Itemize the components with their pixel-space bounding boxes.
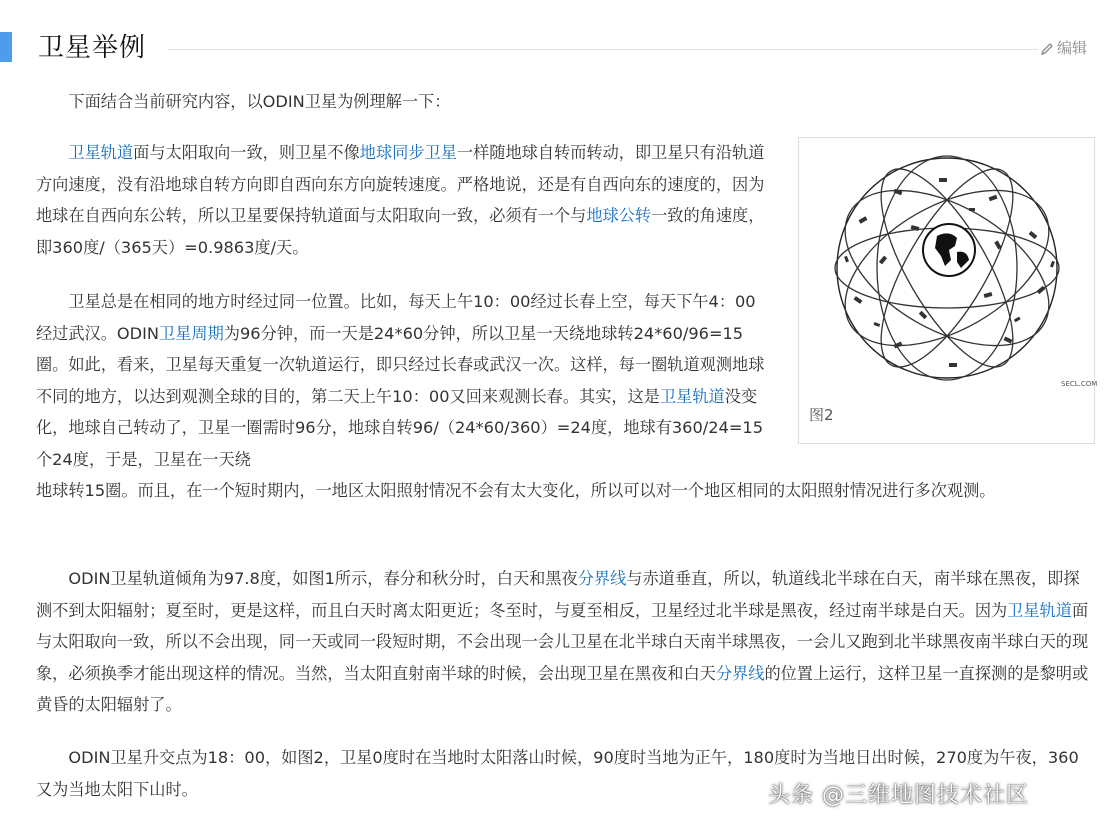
link-geosync-satellite[interactable]: 地球同步卫星 [359, 143, 457, 162]
link-satellite-period[interactable]: 卫星周期 [159, 323, 224, 343]
pencil-icon [1040, 42, 1054, 56]
link-satellite-orbit[interactable]: 卫星轨道 [68, 143, 134, 162]
satellite-constellation-illustration [799, 138, 1094, 398]
text-segment: 与赤道垂直，所以，轨道线北半球在白天，南半球在黑夜，即探测不到太阳辐射；夏至时，更是这样，而且白天时离太阳更近；冬至时，与夏至相反，卫星经过北半球是黑夜，经过南半球是白天。因为 [36, 569, 1080, 620]
text-segment: ODIN卫星升交点为18：00，如图2，卫星0度时在当地时太阳落山时候，90度时当地为正午，180度时为当地日出时候，270度为午夜，360又为当地太阳下山时。 [36, 748, 1079, 799]
text-segment: 面与太阳取向一致，则卫星不像 [133, 143, 360, 162]
text-segment: 卫星总是在相同的地方时经过同一位置。比如，每天上午10：00经过长春上空，每天下午4：00经过武汉。ODIN [36, 292, 756, 343]
edit-button[interactable] [1040, 36, 1087, 60]
section-header [0, 28, 1108, 68]
link-satellite-orbit[interactable]: 卫星轨道 [1007, 600, 1072, 620]
text-segment: 一样随地球自转而转动，即卫星只有沿轨道方向速度，没有沿地球自转方向即自西向东方向旋转速度。严格地说，还是有自西向东的速度的，因为地球在自西向东公转，所以卫星要保持轨道面与太阳取向一致，必须有一个与 [36, 143, 765, 225]
section-accent-bar [0, 32, 12, 62]
intro-text: 下面结合当前研究内容，以ODIN卫星为例理解一下： [68, 92, 451, 111]
text-segment: 的位置上运行，这样卫星一直探测的是黎明或黄昏的太阳辐射了。 [36, 663, 1089, 714]
link-terminator[interactable]: 分界线 [715, 663, 765, 683]
header-divider [168, 49, 1038, 50]
text-segment: 没变化，地球自己转动了，卫星一圈需时96分，地球自转96/（24*60/360）=24度，地球有360/24=15个24度，于是，卫星在一天绕 [36, 386, 763, 469]
text-segment: 地球转15圈。而且，在一个短时期内，一地区太阳照射情况不会有太大变化，所以可以对一个地区相同的太阳照射情况进行多次观测。 [36, 481, 996, 500]
link-terminator[interactable]: 分界线 [577, 569, 627, 588]
text-segment: 面与太阳取向一致，所以不会出现，同一天或同一段短时期，不会出现一会儿卫星在北半球白天南半球黑夜，一会儿又跑到北半球黑夜南半球白天的现象，必须换季才能出现这样的情况。当然，当太阳直射南半球的时候，会出现卫星在黑夜和白天 [36, 600, 1089, 683]
edit-label: 编辑 [1057, 39, 1088, 57]
paragraph-intro [36, 86, 766, 118]
figure-2[interactable] [798, 137, 1098, 444]
paragraph-orbit-orientation [36, 137, 766, 263]
watermark: 头条 @三维地图技术社区 [768, 783, 1029, 808]
text-segment: ODIN卫星轨道倾角为97.8度，如图1所示，春分和秋分时，白天和黑夜 [68, 569, 578, 588]
text-segment: 一致的角速度，即360度/（365天）=0.9863度/天。 [36, 206, 765, 257]
paragraph-inclination [36, 563, 1094, 721]
link-earth-revolution[interactable]: 地球公转 [586, 206, 652, 225]
link-satellite-orbit[interactable]: 卫星轨道 [659, 386, 725, 406]
section-title: 卫星举例 [38, 33, 147, 63]
image-credit: SECL.COM [1061, 380, 1098, 388]
figure-caption: 图2 [809, 406, 834, 424]
text-segment: 为96分钟，而一天是24*60分钟，所以卫星一天绕地球转24*60/96=15圈。如此，看来，卫星每天重复一次轨道运行，即只经过长春或武汉一次。这样，每一圈轨道观测地球不同的地方，以达到观测全球的目的，第二天上午10：00又回来观测长春。其实，这是 [36, 323, 765, 406]
